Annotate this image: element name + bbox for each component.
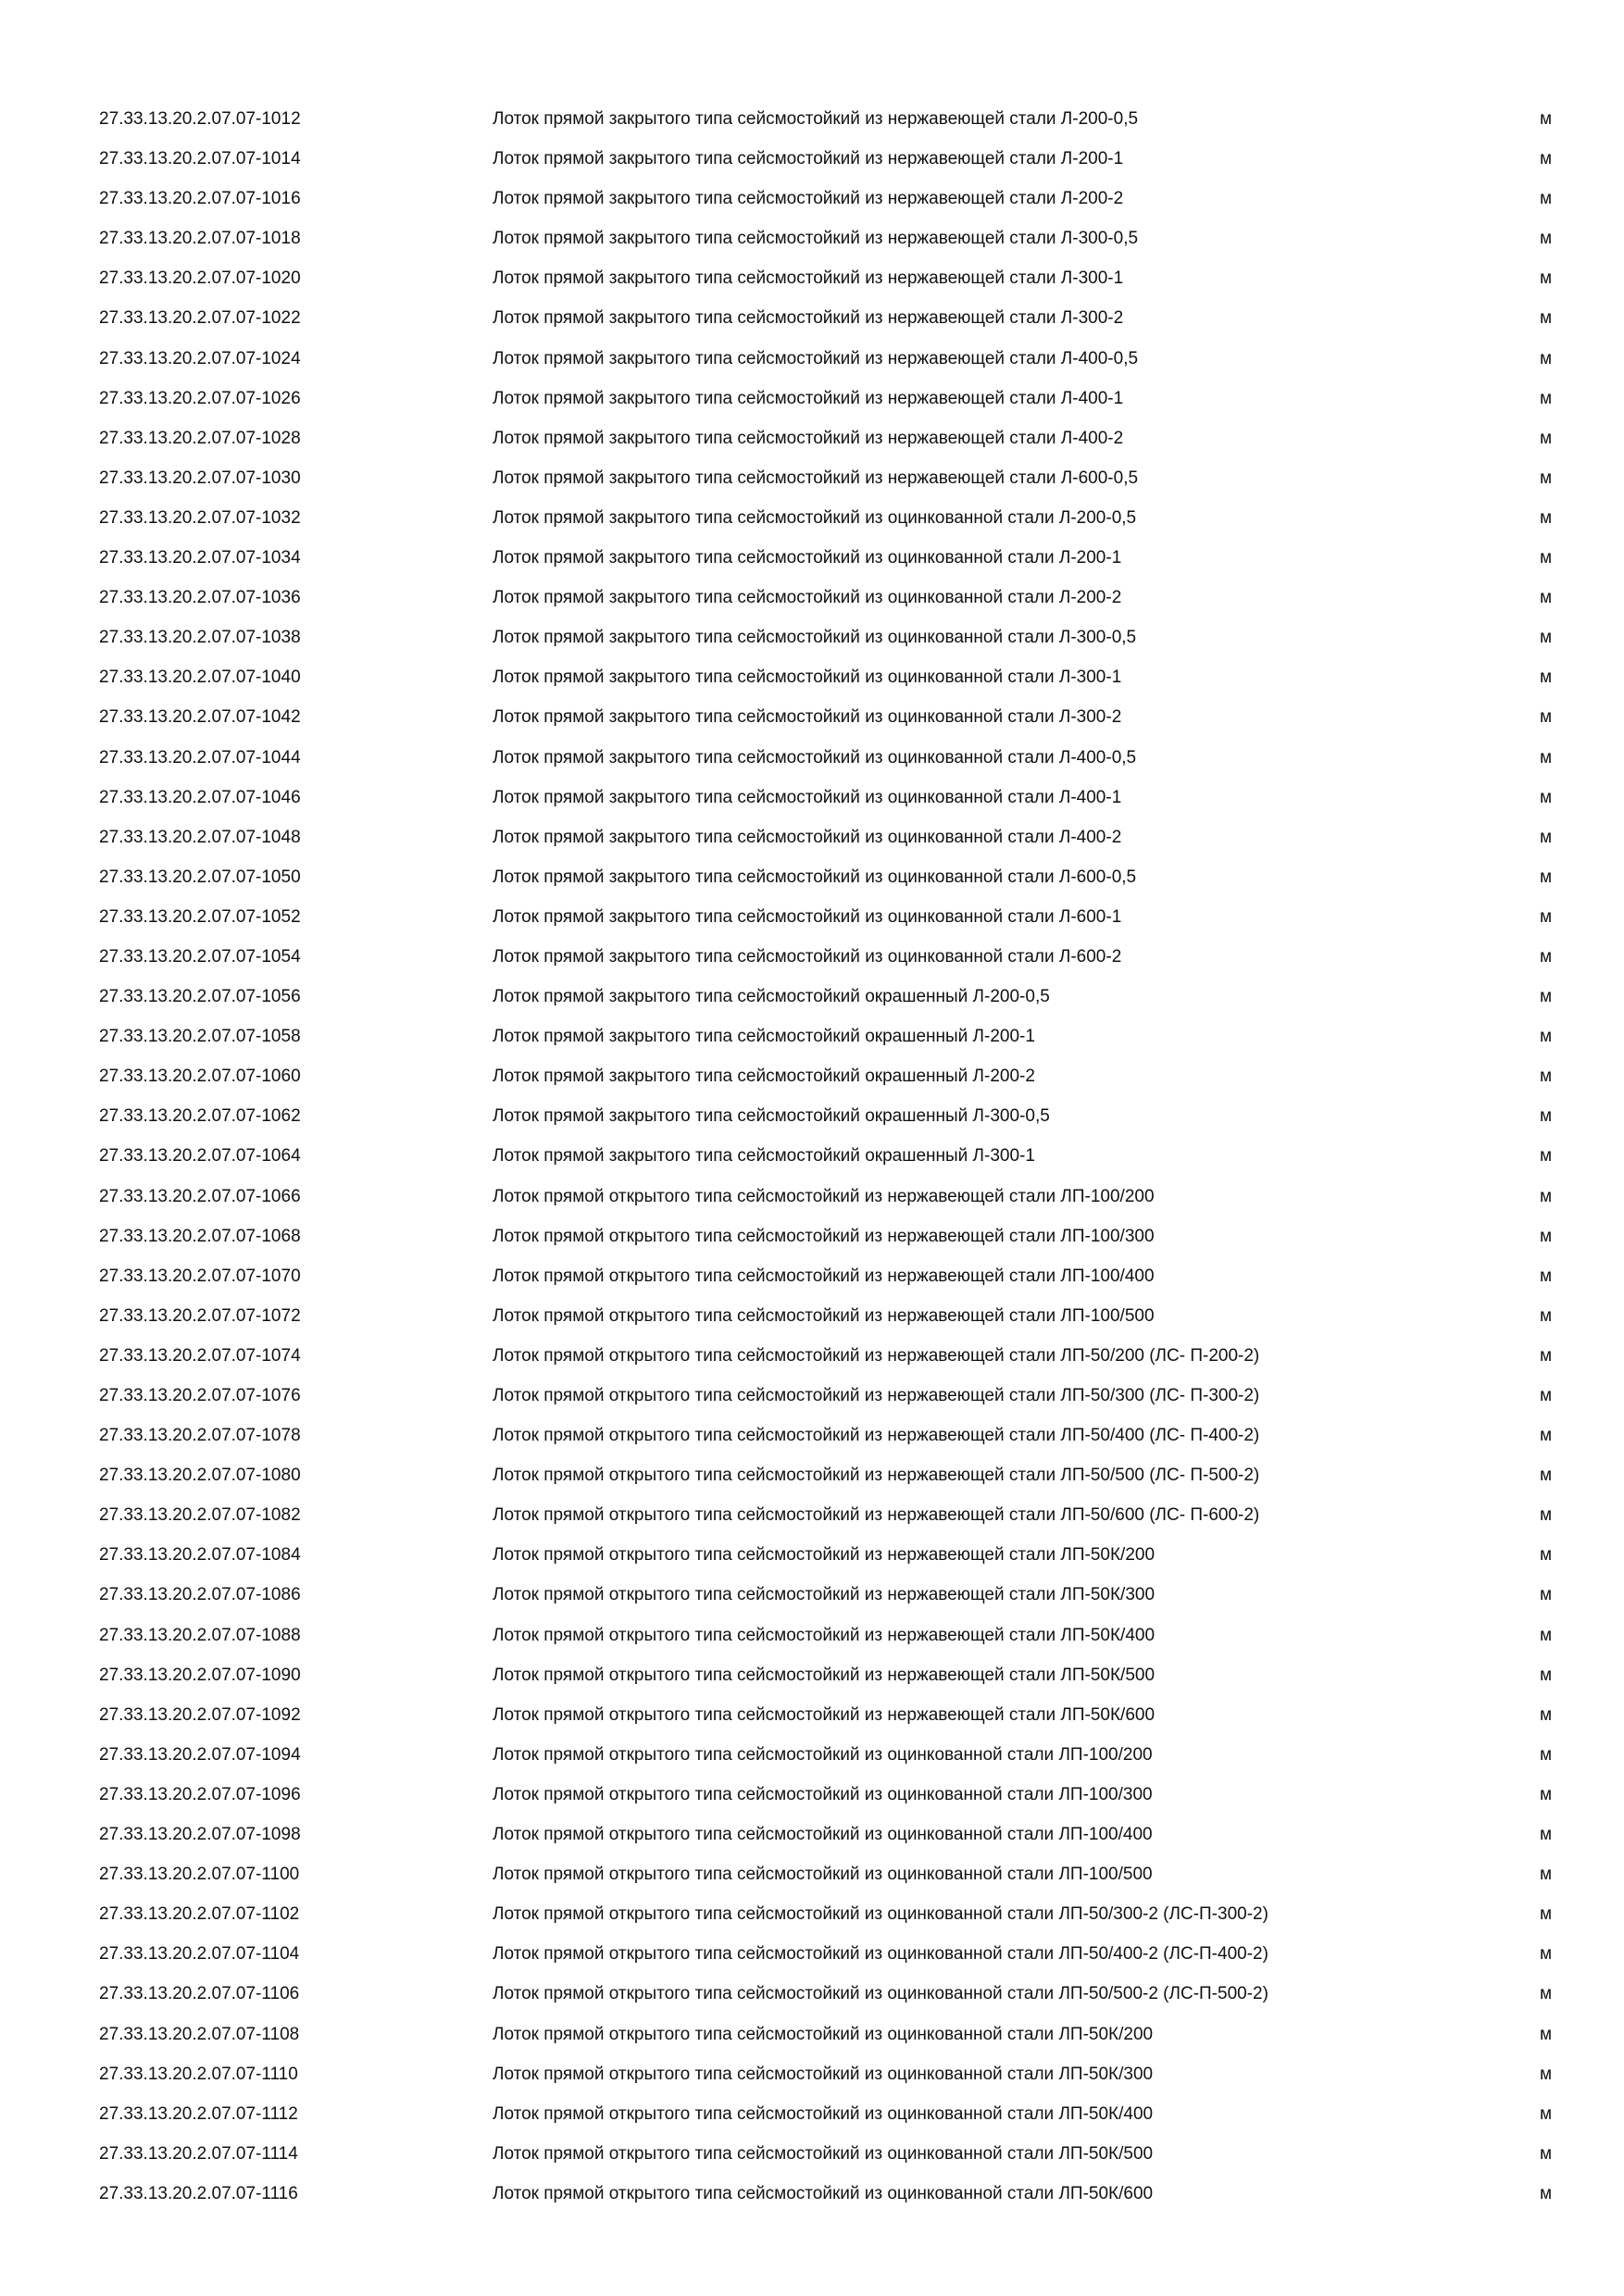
item-name: Лоток прямой закрытого типа сейсмостойкий из оцинкованной стали Л-200-1 — [493, 548, 1122, 568]
item-unit: м — [1540, 1345, 1553, 1366]
item-unit: м — [1540, 1305, 1553, 1326]
table-row — [0, 1304, 1624, 1344]
table-row — [0, 1384, 1624, 1424]
table-row — [0, 147, 1624, 187]
item-name: Лоток прямой закрытого типа сейсмостойкий из оцинкованной стали Л-600-2 — [493, 946, 1122, 967]
item-unit: м — [1540, 2143, 1553, 2164]
item-name: Лоток прямой открытого типа сейсмостойкий из оцинкованной стали ЛП-50К/600 — [493, 2183, 1154, 2203]
item-unit: м — [1540, 1944, 1553, 1965]
item-unit: м — [1540, 867, 1553, 887]
item-code: 27.33.13.20.2.07.07-1098 — [99, 1825, 301, 1845]
table-row — [0, 1344, 1624, 1384]
item-unit: м — [1540, 1505, 1553, 1526]
table-row — [0, 2142, 1624, 2182]
item-name: Лоток прямой открытого типа сейсмостойкий из нержавеющей стали ЛП-50К/200 — [493, 1545, 1156, 1566]
item-unit: м — [1540, 1904, 1553, 1925]
item-unit: м — [1540, 827, 1553, 847]
table-row — [0, 586, 1624, 626]
item-code: 27.33.13.20.2.07.07-1110 — [99, 2064, 298, 2084]
table-row — [0, 1265, 1624, 1304]
item-code: 27.33.13.20.2.07.07-1062 — [99, 1106, 301, 1127]
item-unit: м — [1540, 1386, 1553, 1405]
item-name: Лоток прямой открытого типа сейсмостойкий из оцинкованной стали ЛП-100/400 — [493, 1825, 1153, 1845]
item-name: Лоток прямой закрытого типа сейсмостойкий окрашенный Л-200-1 — [493, 1027, 1035, 1047]
item-name: Лоток прямой открытого типа сейсмостойкий из нержавеющей стали ЛП-100/300 — [493, 1226, 1155, 1246]
item-name: Лоток прямой открытого типа сейсмостойкий из нержавеющей стали ЛП-50/600 (ЛС- П-600-2) — [493, 1505, 1260, 1526]
table-row — [0, 1424, 1624, 1464]
table-row — [0, 1144, 1624, 1184]
item-code: 27.33.13.20.2.07.07-1032 — [99, 507, 301, 528]
item-code: 27.33.13.20.2.07.07-1058 — [99, 1027, 301, 1047]
item-code: 27.33.13.20.2.07.07-1086 — [99, 1585, 301, 1605]
item-unit: м — [1540, 268, 1553, 289]
item-code: 27.33.13.20.2.07.07-1114 — [99, 2143, 298, 2164]
table-row — [0, 1543, 1624, 1583]
item-unit: м — [1540, 1585, 1553, 1605]
item-code: 27.33.13.20.2.07.07-1064 — [99, 1146, 301, 1167]
item-name: Лоток прямой закрытого типа сейсмостойкий из оцинкованной стали Л-600-1 — [493, 906, 1122, 927]
table-row — [0, 945, 1624, 985]
item-unit: м — [1540, 109, 1553, 129]
item-unit: м — [1540, 189, 1553, 209]
item-unit: м — [1540, 668, 1553, 688]
table-row — [0, 1504, 1624, 1543]
table-row — [0, 306, 1624, 346]
table-row — [0, 626, 1624, 666]
item-code: 27.33.13.20.2.07.07-1084 — [99, 1545, 301, 1566]
table-row — [0, 427, 1624, 467]
item-name: Лоток прямой открытого типа сейсмостойкий из оцинкованной стали ЛП-50/500-2 (ЛС-П-500-2) — [493, 1984, 1268, 2004]
item-code: 27.33.13.20.2.07.07-1044 — [99, 747, 301, 767]
item-code: 27.33.13.20.2.07.07-1050 — [99, 867, 301, 887]
table-row — [0, 1942, 1624, 1982]
item-name: Лоток прямой закрытого типа сейсмостойкий из нержавеющей стали Л-300-0,5 — [493, 229, 1139, 249]
item-name: Лоток прямой открытого типа сейсмостойкий из оцинкованной стали ЛП-50К/400 — [493, 2103, 1154, 2124]
item-name: Лоток прямой закрытого типа сейсмостойкий из нержавеющей стали Л-400-2 — [493, 428, 1124, 448]
table-row — [0, 1025, 1624, 1065]
item-code: 27.33.13.20.2.07.07-1082 — [99, 1505, 301, 1526]
item-code: 27.33.13.20.2.07.07-1028 — [99, 428, 301, 448]
table-row — [0, 347, 1624, 387]
item-code: 27.33.13.20.2.07.07-1112 — [99, 2103, 298, 2124]
item-code: 27.33.13.20.2.07.07-1080 — [99, 1466, 301, 1486]
item-code: 27.33.13.20.2.07.07-1072 — [99, 1305, 301, 1326]
item-name: Лоток прямой закрытого типа сейсмостойкий из оцинкованной стали Л-200-2 — [493, 588, 1122, 608]
item-name: Лоток прямой закрытого типа сейсмостойкий окрашенный Л-300-1 — [493, 1146, 1035, 1167]
item-unit: м — [1540, 1784, 1553, 1804]
item-name: Лоток прямой открытого типа сейсмостойкий из оцинкованной стали ЛП-50К/300 — [493, 2064, 1154, 2084]
item-name: Лоток прямой закрытого типа сейсмостойкий окрашенный Л-200-2 — [493, 1067, 1035, 1087]
item-name: Лоток прямой открытого типа сейсмостойкий из нержавеющей стали ЛП-50/200 (ЛС- П-200-2) — [493, 1345, 1260, 1366]
item-unit: м — [1540, 2064, 1553, 2084]
item-unit: м — [1540, 707, 1553, 728]
table-row — [0, 187, 1624, 227]
item-name: Лоток прямой открытого типа сейсмостойкий из нержавеющей стали ЛП-50К/500 — [493, 1665, 1156, 1685]
item-name: Лоток прямой открытого типа сейсмостойкий из оцинкованной стали ЛП-100/200 — [493, 1744, 1153, 1765]
item-name: Лоток прямой открытого типа сейсмостойкий из оцинкованной стали ЛП-50К/200 — [493, 2024, 1154, 2044]
table-row — [0, 666, 1624, 705]
table-row — [0, 1982, 1624, 2022]
item-name: Лоток прямой открытого типа сейсмостойкий из оцинкованной стали ЛП-50/300-2 (ЛС-П-300-2) — [493, 1904, 1268, 1925]
item-unit: м — [1540, 1186, 1553, 1206]
item-code: 27.33.13.20.2.07.07-1074 — [99, 1345, 301, 1366]
table-row — [0, 107, 1624, 147]
table-row — [0, 866, 1624, 905]
item-unit: м — [1540, 747, 1553, 767]
item-unit: м — [1540, 1665, 1553, 1685]
item-unit: м — [1540, 1625, 1553, 1645]
item-code: 27.33.13.20.2.07.07-1102 — [99, 1904, 300, 1925]
price-list-table — [0, 107, 1624, 2222]
table-row — [0, 227, 1624, 267]
item-code: 27.33.13.20.2.07.07-1068 — [99, 1226, 301, 1246]
item-unit: м — [1540, 628, 1553, 648]
item-code: 27.33.13.20.2.07.07-1092 — [99, 1704, 301, 1725]
item-code: 27.33.13.20.2.07.07-1024 — [99, 348, 301, 368]
item-code: 27.33.13.20.2.07.07-1094 — [99, 1744, 301, 1765]
item-name: Лоток прямой открытого типа сейсмостойкий из нержавеющей стали ЛП-100/500 — [493, 1305, 1155, 1326]
table-row — [0, 1065, 1624, 1104]
table-row — [0, 1664, 1624, 1703]
item-code: 27.33.13.20.2.07.07-1056 — [99, 987, 301, 1007]
item-name: Лоток прямой закрытого типа сейсмостойкий из оцинкованной стали Л-400-1 — [493, 787, 1122, 807]
item-name: Лоток прямой закрытого типа сейсмостойкий из оцинкованной стали Л-200-0,5 — [493, 507, 1137, 528]
item-code: 27.33.13.20.2.07.07-1052 — [99, 906, 301, 927]
item-unit: м — [1540, 787, 1553, 807]
item-code: 27.33.13.20.2.07.07-1020 — [99, 268, 301, 289]
item-unit: м — [1540, 507, 1553, 528]
table-row — [0, 705, 1624, 745]
item-code: 27.33.13.20.2.07.07-1060 — [99, 1067, 301, 1087]
item-unit: м — [1540, 987, 1553, 1007]
item-name: Лоток прямой открытого типа сейсмостойкий из нержавеющей стали ЛП-50К/600 — [493, 1704, 1156, 1725]
item-name: Лоток прямой открытого типа сейсмостойкий из нержавеющей стали ЛП-100/400 — [493, 1266, 1155, 1286]
table-row — [0, 1903, 1624, 1942]
item-code: 27.33.13.20.2.07.07-1070 — [99, 1266, 301, 1286]
item-name: Лоток прямой закрытого типа сейсмостойкий из нержавеющей стали Л-400-0,5 — [493, 348, 1139, 368]
item-unit: м — [1540, 2183, 1553, 2203]
table-row — [0, 1104, 1624, 1144]
item-code: 27.33.13.20.2.07.07-1104 — [99, 1944, 300, 1965]
item-unit: м — [1540, 428, 1553, 448]
item-code: 27.33.13.20.2.07.07-1116 — [99, 2183, 298, 2203]
table-row — [0, 1185, 1624, 1225]
item-unit: м — [1540, 1984, 1553, 2004]
item-unit: м — [1540, 906, 1553, 927]
item-code: 27.33.13.20.2.07.07-1030 — [99, 468, 301, 488]
item-name: Лоток прямой закрытого типа сейсмостойкий окрашенный Л-300-0,5 — [493, 1106, 1050, 1127]
item-code: 27.33.13.20.2.07.07-1018 — [99, 229, 301, 249]
item-code: 27.33.13.20.2.07.07-1014 — [99, 149, 301, 169]
table-row — [0, 1225, 1624, 1265]
item-name: Лоток прямой открытого типа сейсмостойкий из нержавеющей стали ЛП-50/400 (ЛС- П-400-2) — [493, 1426, 1260, 1446]
item-unit: м — [1540, 946, 1553, 967]
item-code: 27.33.13.20.2.07.07-1026 — [99, 388, 301, 408]
item-name: Лоток прямой закрытого типа сейсмостойкий из нержавеющей стали Л-200-1 — [493, 149, 1124, 169]
table-row — [0, 1743, 1624, 1783]
item-unit: м — [1540, 149, 1553, 169]
table-row — [0, 2103, 1624, 2142]
item-unit: м — [1540, 1744, 1553, 1765]
item-name: Лоток прямой закрытого типа сейсмостойкий окрашенный Л-200-0,5 — [493, 987, 1050, 1007]
item-code: 27.33.13.20.2.07.07-1042 — [99, 707, 301, 728]
table-row — [0, 1783, 1624, 1823]
table-row — [0, 746, 1624, 786]
item-code: 27.33.13.20.2.07.07-1040 — [99, 668, 301, 688]
item-unit: м — [1540, 2103, 1553, 2124]
item-name: Лоток прямой закрытого типа сейсмостойкий из нержавеющей стали Л-400-1 — [493, 388, 1124, 408]
item-name: Лоток прямой открытого типа сейсмостойкий из нержавеющей стали ЛП-50К/300 — [493, 1585, 1156, 1605]
table-row — [0, 786, 1624, 826]
item-unit: м — [1540, 1865, 1553, 1885]
item-unit: м — [1540, 348, 1553, 368]
item-unit: м — [1540, 2024, 1553, 2044]
table-row — [0, 1624, 1624, 1664]
table-row — [0, 467, 1624, 506]
table-row — [0, 826, 1624, 866]
table-row — [0, 905, 1624, 945]
item-code: 27.33.13.20.2.07.07-1036 — [99, 588, 301, 608]
item-code: 27.33.13.20.2.07.07-1096 — [99, 1784, 301, 1804]
item-name: Лоток прямой открытого типа сейсмостойкий из оцинкованной стали ЛП-50К/500 — [493, 2143, 1154, 2164]
item-name: Лоток прямой открытого типа сейсмостойкий из оцинкованной стали ЛП-50/400-2 (ЛС-П-400-2) — [493, 1944, 1268, 1965]
item-code: 27.33.13.20.2.07.07-1076 — [99, 1386, 301, 1405]
item-name: Лоток прямой закрытого типа сейсмостойкий из оцинкованной стали Л-400-0,5 — [493, 747, 1137, 767]
item-unit: м — [1540, 1266, 1553, 1286]
item-name: Лоток прямой закрытого типа сейсмостойкий из нержавеющей стали Л-600-0,5 — [493, 468, 1139, 488]
item-unit: м — [1540, 1704, 1553, 1725]
item-code: 27.33.13.20.2.07.07-1034 — [99, 548, 301, 568]
item-unit: м — [1540, 1226, 1553, 1246]
item-name: Лоток прямой открытого типа сейсмостойкий из нержавеющей стали ЛП-100/200 — [493, 1186, 1155, 1206]
table-row — [0, 1703, 1624, 1743]
item-code: 27.33.13.20.2.07.07-1108 — [99, 2024, 300, 2044]
item-code: 27.33.13.20.2.07.07-1054 — [99, 946, 301, 967]
item-code: 27.33.13.20.2.07.07-1048 — [99, 827, 301, 847]
item-unit: м — [1540, 1825, 1553, 1845]
item-name: Лоток прямой закрытого типа сейсмостойкий из оцинкованной стали Л-300-2 — [493, 707, 1122, 728]
item-name: Лоток прямой открытого типа сейсмостойкий из нержавеющей стали ЛП-50К/400 — [493, 1625, 1156, 1645]
item-name: Лоток прямой закрытого типа сейсмостойкий из нержавеющей стали Л-200-0,5 — [493, 109, 1139, 129]
item-code: 27.33.13.20.2.07.07-1088 — [99, 1625, 301, 1645]
item-unit: м — [1540, 1426, 1553, 1446]
item-code: 27.33.13.20.2.07.07-1012 — [99, 109, 301, 129]
table-row — [0, 1464, 1624, 1504]
item-unit: м — [1540, 1545, 1553, 1566]
item-code: 27.33.13.20.2.07.07-1038 — [99, 628, 301, 648]
table-row — [0, 2182, 1624, 2222]
table-row — [0, 1823, 1624, 1863]
item-name: Лоток прямой закрытого типа сейсмостойкий из оцинкованной стали Л-400-2 — [493, 827, 1122, 847]
item-unit: м — [1540, 388, 1553, 408]
table-row — [0, 985, 1624, 1025]
item-unit: м — [1540, 548, 1553, 568]
item-unit: м — [1540, 1067, 1553, 1087]
item-name: Лоток прямой закрытого типа сейсмостойкий из оцинкованной стали Л-300-1 — [493, 668, 1122, 688]
item-code: 27.33.13.20.2.07.07-1046 — [99, 787, 301, 807]
item-unit: м — [1540, 1106, 1553, 1127]
table-row — [0, 2063, 1624, 2103]
table-row — [0, 506, 1624, 546]
item-unit: м — [1540, 1146, 1553, 1167]
item-code: 27.33.13.20.2.07.07-1022 — [99, 308, 301, 329]
item-unit: м — [1540, 1466, 1553, 1486]
item-code: 27.33.13.20.2.07.07-1016 — [99, 189, 301, 209]
item-unit: м — [1540, 588, 1553, 608]
item-code: 27.33.13.20.2.07.07-1078 — [99, 1426, 301, 1446]
table-row — [0, 1863, 1624, 1903]
table-row — [0, 546, 1624, 586]
item-unit: м — [1540, 468, 1553, 488]
item-code: 27.33.13.20.2.07.07-1106 — [99, 1984, 300, 2004]
item-name: Лоток прямой закрытого типа сейсмостойкий из оцинкованной стали Л-300-0,5 — [493, 628, 1137, 648]
item-name: Лоток прямой закрытого типа сейсмостойкий из нержавеющей стали Л-300-2 — [493, 308, 1124, 329]
table-row — [0, 2023, 1624, 2063]
item-unit: м — [1540, 229, 1553, 249]
item-name: Лоток прямой открытого типа сейсмостойкий из оцинкованной стали ЛП-100/300 — [493, 1784, 1153, 1804]
item-unit: м — [1540, 1027, 1553, 1047]
item-name: Лоток прямой открытого типа сейсмостойкий из нержавеющей стали ЛП-50/300 (ЛС- П-300-2) — [493, 1386, 1260, 1405]
item-unit: м — [1540, 308, 1553, 329]
item-name: Лоток прямой открытого типа сейсмостойкий из оцинкованной стали ЛП-100/500 — [493, 1865, 1153, 1885]
item-code: 27.33.13.20.2.07.07-1100 — [99, 1865, 300, 1885]
table-row — [0, 1583, 1624, 1623]
item-name: Лоток прямой открытого типа сейсмостойкий из нержавеющей стали ЛП-50/500 (ЛС- П-500-2) — [493, 1466, 1260, 1486]
table-row — [0, 267, 1624, 306]
item-name: Лоток прямой закрытого типа сейсмостойкий из оцинкованной стали Л-600-0,5 — [493, 867, 1137, 887]
item-code: 27.33.13.20.2.07.07-1066 — [99, 1186, 301, 1206]
table-row — [0, 387, 1624, 427]
item-name: Лоток прямой закрытого типа сейсмостойкий из нержавеющей стали Л-200-2 — [493, 189, 1124, 209]
item-name: Лоток прямой закрытого типа сейсмостойкий из нержавеющей стали Л-300-1 — [493, 268, 1124, 289]
item-code: 27.33.13.20.2.07.07-1090 — [99, 1665, 301, 1685]
